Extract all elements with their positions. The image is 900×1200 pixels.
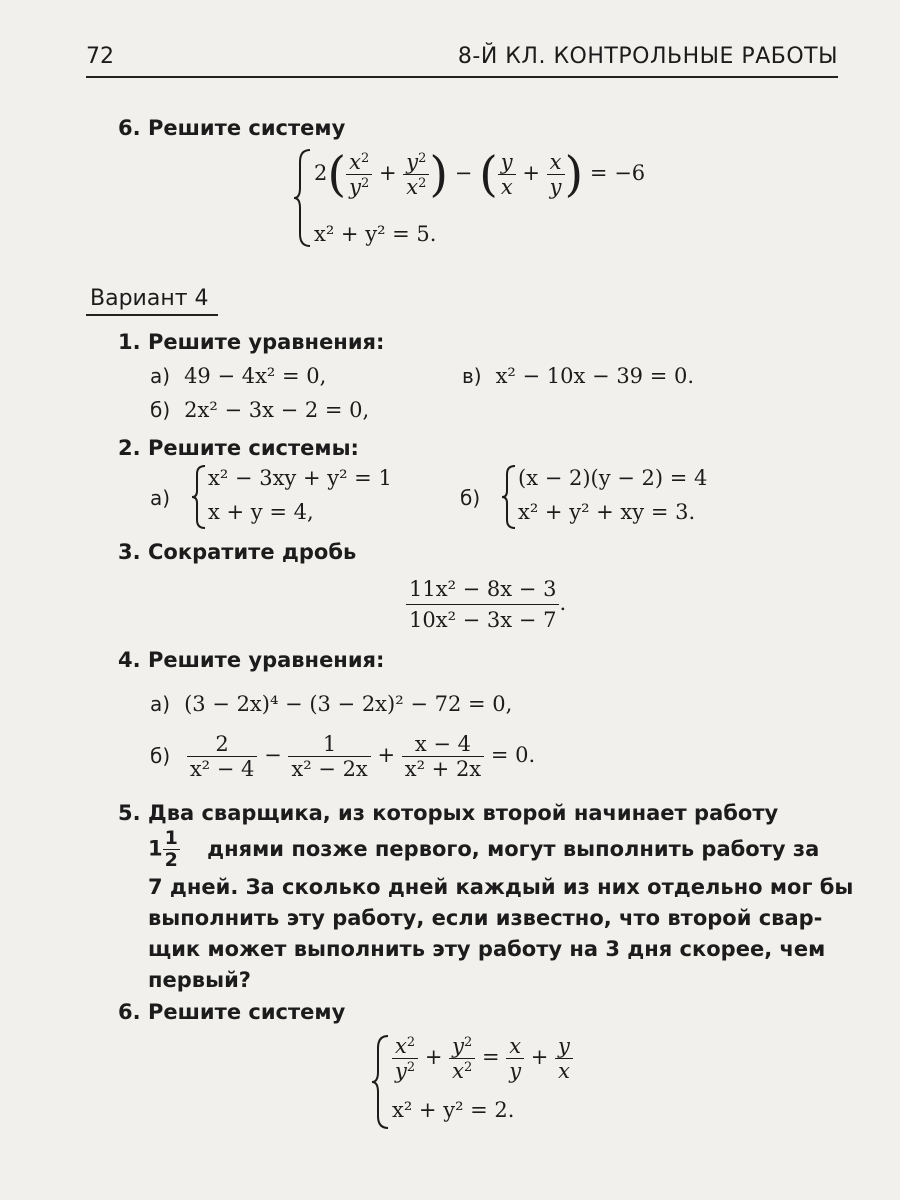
task4-b: б) $\frac{2}{\text{x² − 4}}$ − $\frac{1}{\text{x² − 2x}}$ + $\frac{x - 4}{\text{x² + 2x}}$ = 0. [150, 732, 536, 781]
task6-heading: 6. Решите систему [118, 1000, 346, 1024]
task5-line6: первый? [148, 968, 251, 992]
task2-b-label: б) [460, 486, 481, 510]
task6-eq2: x² + y² = 2. [392, 1098, 515, 1122]
variant-underline [86, 314, 218, 316]
task1-b: б) 2x² − 3x − 2 = 0, [150, 398, 370, 422]
task4-heading: 4. Решите уравнения: [118, 648, 385, 672]
top-task-heading: 6. Решите систему [118, 116, 346, 140]
task5-line2: 1 $\frac{1}{2}$ днями позже первого, могут выполнить работу за [148, 827, 820, 871]
task5-line5: щик может выполнить эту работу на 3 дня скорее, чем [148, 937, 826, 961]
task3-fraction: $\frac{\text{11x² − 8x − 3}}{\text{10x² − 3x − 7}}$ . [406, 574, 566, 635]
task4-a: а) (3 − 2x)⁴ − (3 − 2x)² − 72 = 0, [150, 692, 513, 716]
task1-v: в) x² − 10x − 39 = 0. [462, 364, 695, 388]
system-brace [292, 148, 314, 248]
task2-a-eq1: x² − 3xy + y² = 1 [208, 466, 392, 490]
page-header-title: 8-Й КЛ. КОНТРОЛЬНЫЕ РАБОТЫ [457, 44, 838, 69]
task1-a: а) 49 − 4x² = 0, [150, 364, 327, 388]
task2-b-eq2: x² + y² + xy = 3. [518, 500, 696, 524]
task6-brace [370, 1034, 392, 1130]
task5-line4: выполнить эту работу, если известно, что второй свар- [148, 906, 823, 930]
task2-heading: 2. Решите системы: [118, 436, 359, 460]
task1-heading: 1. Решите уравнения: [118, 330, 385, 354]
task2-a-eq2: x + y = 4, [208, 500, 314, 524]
task5-line3: 7 дней. За сколько дней каждый из них отдельно мог бы [148, 875, 854, 899]
top-task-eq2: x² + y² = 5. [314, 222, 437, 246]
page-number: 72 [86, 44, 114, 69]
task6-eq1: $\frac{x^2}{y^2}$ + $\frac{y^2}{x^2}$ = $\frac{x}{y}$ + $\frac{y}{x}$ [392, 1034, 573, 1083]
variant-title: Вариант 4 [90, 286, 209, 311]
header-rule [86, 76, 838, 78]
task2-a-brace [190, 464, 208, 530]
task3-heading: 3. Сократите дробь [118, 540, 357, 564]
task5-line1: 5. Два сварщика, из которых второй начинает работу [118, 801, 779, 825]
top-task-eq1: 2( $\frac{x^2}{y^2}$ + $\frac{y^2}{x^2}$ ) − ( $\frac{y}{x}$ + $\frac{x}{y}$ ) = −6 [314, 146, 646, 203]
task2-b-eq1: (x − 2)(y − 2) = 4 [518, 466, 708, 490]
task2-b-brace [500, 464, 518, 530]
task2-a-label: а) [150, 486, 171, 510]
